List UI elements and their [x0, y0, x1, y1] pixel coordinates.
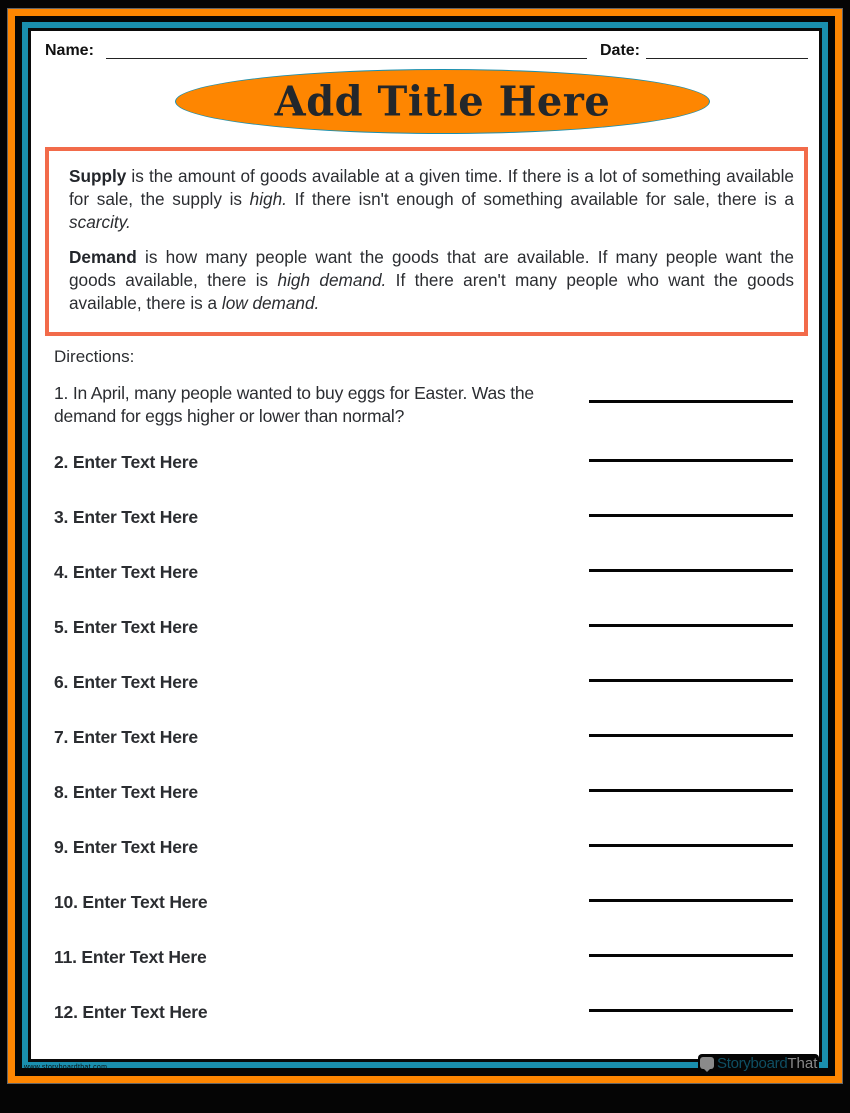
answer-line-5[interactable] [589, 624, 793, 627]
name-field[interactable] [106, 58, 587, 59]
speech-bubble-icon [700, 1057, 714, 1069]
question-1: 1. In April, many people wanted to buy eggs for Easter. Was the demand for eggs higher or lower than normal? [54, 383, 534, 426]
supply-emphasis-scarcity: scarcity. [69, 212, 131, 232]
answer-line-1[interactable] [589, 400, 793, 403]
question-5: 5. Enter Text Here [54, 617, 198, 637]
question-8: 8. Enter Text Here [54, 782, 198, 802]
question-2: 2. Enter Text Here [54, 452, 198, 472]
supply-emphasis-high: high. [249, 189, 287, 209]
supply-text: If there isn't enough of something available for sale, there is a [286, 189, 794, 209]
title-banner [175, 69, 710, 134]
footer-url: www.storyboardthat.com [24, 1064, 108, 1071]
answer-line-9[interactable] [589, 844, 793, 847]
demand-emphasis-low: low demand. [221, 293, 320, 313]
answer-line-3[interactable] [589, 514, 793, 517]
supply-text: is the amount of goods available at a given time. If there is a lot of something available for sale, the supply is [69, 166, 794, 209]
answer-line-11[interactable] [589, 954, 793, 957]
answer-line-8[interactable] [589, 789, 793, 792]
supply-term: Supply [69, 166, 127, 186]
answer-line-2[interactable] [589, 459, 793, 462]
question-12: 12. Enter Text Here [54, 1002, 208, 1022]
date-label: Date: [600, 42, 641, 59]
answer-line-12[interactable] [589, 1009, 793, 1012]
question-6: 6. Enter Text Here [54, 672, 198, 692]
demand-emphasis-high: high demand. [277, 270, 387, 290]
date-field[interactable] [646, 58, 808, 59]
supply-definition [69, 165, 794, 234]
name-date-row [45, 40, 810, 62]
answer-line-10[interactable] [589, 899, 793, 902]
demand-text: is how many people want the goods that are available. If many people want the goods available, there is [69, 247, 794, 290]
answer-line-7[interactable] [589, 734, 793, 737]
question-4: 4. Enter Text Here [54, 562, 198, 582]
definitions-box [45, 147, 808, 336]
logo-text-storyboard: Storyboard [717, 1054, 788, 1072]
answer-line-4[interactable] [589, 569, 793, 572]
question-11: 11. Enter Text Here [54, 947, 207, 967]
demand-term: Demand [69, 247, 137, 267]
demand-text: If there aren't many people who want the goods available, there is a [69, 270, 795, 313]
question-3: 3. Enter Text Here [54, 507, 198, 527]
logo-text-that: That [787, 1054, 818, 1072]
question-7: 7. Enter Text Here [54, 727, 198, 747]
name-label: Name: [45, 42, 94, 59]
page-title[interactable]: Add Title Here [274, 77, 611, 126]
demand-definition [69, 246, 794, 315]
directions-label: Directions: [54, 347, 135, 366]
question-10: 10. Enter Text Here [54, 892, 208, 912]
storyboardthat-logo [698, 1054, 819, 1072]
question-9: 9. Enter Text Here [54, 837, 198, 857]
answer-line-6[interactable] [589, 679, 793, 682]
